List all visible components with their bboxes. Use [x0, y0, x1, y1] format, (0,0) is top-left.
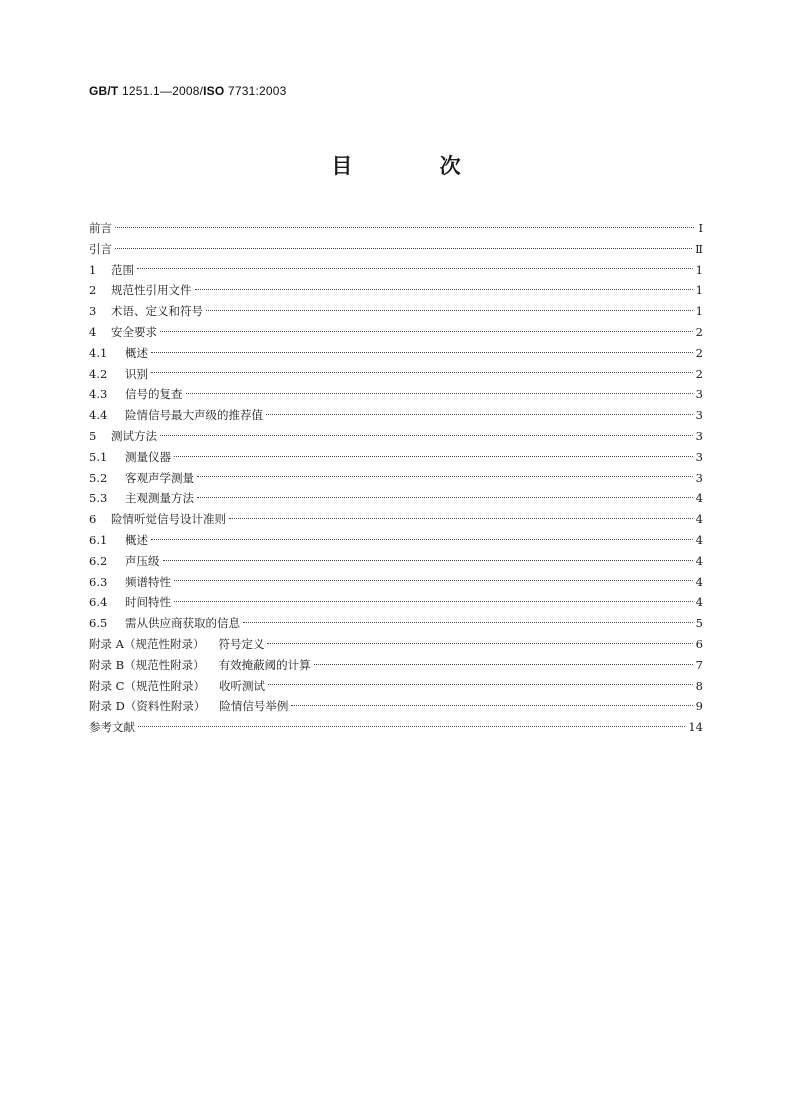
- dot-leader: [195, 289, 693, 290]
- dot-leader: [197, 497, 693, 498]
- toc-entry-page: 3: [695, 408, 703, 423]
- toc-entry-number: 4.4: [89, 408, 108, 423]
- toc-entry-page: Ⅰ: [698, 221, 703, 235]
- toc-entry[interactable]: [89, 634, 703, 655]
- dot-leader: [206, 310, 693, 311]
- toc-entry-page: 9: [695, 699, 703, 714]
- dot-leader: [291, 705, 692, 706]
- toc-entry-number: 5.2: [89, 470, 108, 485]
- toc-entry-label: 参考文献: [89, 720, 135, 735]
- iso-prefix: ISO: [203, 84, 225, 98]
- dot-leader: [268, 684, 693, 685]
- toc-entry[interactable]: [89, 551, 703, 572]
- toc-entry-label: 客观声学测量: [125, 470, 194, 485]
- toc-entry-number: 6: [89, 512, 97, 527]
- toc-entry-page: 14: [688, 720, 703, 735]
- dot-leader: [197, 476, 693, 477]
- dot-leader: [163, 560, 693, 561]
- toc-entry[interactable]: [89, 676, 703, 697]
- toc-entry-label: 引言: [89, 241, 112, 256]
- dot-leader: [174, 601, 693, 602]
- toc-entry-label: 信号的复查: [125, 387, 183, 402]
- toc-entry-label: 收听测试: [218, 678, 265, 693]
- toc-entry-number: 6.2: [89, 553, 108, 568]
- toc-entry[interactable]: [89, 468, 703, 489]
- standard-number: 1251.1—2008/: [118, 84, 204, 98]
- dot-leader: [314, 664, 693, 665]
- toc-entry-number: 6.5: [89, 616, 108, 631]
- toc-entry[interactable]: [89, 696, 703, 717]
- toc-entry-page: 6: [695, 636, 703, 651]
- toc-entry-page: 7: [695, 657, 703, 672]
- toc-entry[interactable]: [89, 572, 703, 593]
- toc-entry-page: 4: [695, 512, 703, 527]
- toc-entry[interactable]: [89, 384, 703, 405]
- toc-entry-page: 5: [695, 616, 703, 631]
- toc-entry-page: 4: [695, 595, 703, 610]
- toc-entry-page: 3: [695, 428, 703, 443]
- toc-entry[interactable]: [89, 301, 703, 322]
- toc-entry-page: 4: [695, 553, 703, 568]
- toc-entry-number: 附录 B（规范性附录）: [89, 657, 205, 672]
- dot-leader: [115, 227, 694, 228]
- toc-entry-page: 2: [695, 366, 703, 381]
- toc-entry[interactable]: [89, 613, 703, 634]
- toc-entry-label: 测试方法: [111, 428, 157, 443]
- dot-leader: [174, 456, 693, 457]
- toc-entry-label: 范围: [111, 262, 134, 277]
- dot-leader: [151, 352, 693, 353]
- toc-entry-label: 需从供应商获取的信息: [125, 616, 240, 631]
- toc-entry[interactable]: [89, 426, 703, 447]
- toc-entry[interactable]: [89, 447, 703, 468]
- toc-entry[interactable]: [89, 322, 703, 343]
- toc-entry-number: 5: [89, 428, 97, 443]
- toc-entry-number: 4.3: [89, 387, 108, 402]
- toc-entry-label: 频谱特性: [125, 574, 171, 589]
- toc-entry-label: 符号定义: [218, 636, 265, 651]
- toc-entry-label: 安全要求: [111, 324, 157, 339]
- toc-entry-label: 声压级: [125, 553, 160, 568]
- toc-entry-number: 附录 D（资料性附录）: [89, 699, 206, 714]
- toc-entry-page: 4: [695, 491, 703, 506]
- toc-entry-number: 4.2: [89, 366, 108, 381]
- toc-entry-number: 5.3: [89, 491, 108, 506]
- dot-leader: [151, 539, 693, 540]
- toc-entry[interactable]: [89, 239, 703, 260]
- toc-entry-label: 险情信号举例: [219, 699, 289, 714]
- toc-entry[interactable]: [89, 218, 703, 239]
- page-title: 目 次: [331, 154, 501, 178]
- toc-entry[interactable]: [89, 364, 703, 385]
- toc-entry-page: 2: [695, 345, 703, 360]
- toc-entry-number: 3: [89, 304, 97, 319]
- toc-entry-page: 1: [695, 283, 703, 298]
- iso-number: 7731:2003: [224, 84, 287, 98]
- toc-entry[interactable]: [89, 488, 703, 509]
- toc-entry-number: 1: [89, 262, 97, 277]
- toc-entry-number: 6.4: [89, 595, 108, 610]
- dot-leader: [186, 393, 693, 394]
- dot-leader: [115, 248, 692, 249]
- toc-entry[interactable]: [89, 530, 703, 551]
- toc-entry[interactable]: [89, 592, 703, 613]
- toc-entry-number: 6.3: [89, 574, 108, 589]
- toc-entry-label: 测量仪器: [125, 449, 171, 464]
- toc-entry-number: 附录 A（规范性附录）: [89, 636, 205, 651]
- toc-entry-page: 3: [695, 470, 703, 485]
- toc-entry-number: 4: [89, 324, 97, 339]
- standard-code-header: [89, 84, 286, 98]
- table-of-contents: [89, 218, 703, 738]
- toc-entry-page: Ⅱ: [695, 241, 703, 256]
- toc-entry[interactable]: [89, 509, 703, 530]
- toc-entry[interactable]: [89, 260, 703, 281]
- toc-entry-label: 规范性引用文件: [111, 283, 192, 298]
- toc-entry-label: 险情听觉信号设计准则: [111, 512, 226, 527]
- toc-entry-label: 时间特性: [125, 595, 171, 610]
- dot-leader: [266, 414, 693, 415]
- toc-entry-number: 6.1: [89, 532, 108, 547]
- toc-entry[interactable]: [89, 717, 703, 738]
- dot-leader: [229, 518, 693, 519]
- toc-entry-label: 识别: [125, 366, 148, 381]
- toc-entry-page: 8: [695, 678, 703, 693]
- toc-entry-page: 3: [695, 387, 703, 402]
- toc-entry-page: 1: [695, 262, 703, 277]
- toc-entry-label: 概述: [125, 345, 148, 360]
- toc-entry-label: 有效掩蔽阈的计算: [218, 657, 311, 672]
- toc-entry-number: 2: [89, 283, 97, 298]
- toc-entry-number: 4.1: [89, 345, 108, 360]
- toc-entry[interactable]: [89, 280, 703, 301]
- toc-entry-number: 5.1: [89, 449, 108, 464]
- dot-leader: [138, 726, 685, 727]
- toc-entry-page: 1: [695, 304, 703, 319]
- toc-entry-label: 主观测量方法: [125, 491, 194, 506]
- dot-leader: [151, 372, 693, 373]
- dot-leader: [174, 580, 693, 581]
- dot-leader: [160, 435, 693, 436]
- toc-entry-label: 险情信号最大声级的推荐值: [125, 408, 263, 423]
- dot-leader: [267, 643, 692, 644]
- toc-entry-page: 2: [695, 324, 703, 339]
- toc-entry[interactable]: [89, 343, 703, 364]
- dot-leader: [243, 622, 693, 623]
- toc-entry-page: 4: [695, 532, 703, 547]
- toc-entry-label: 前言: [89, 221, 112, 235]
- toc-entry-page: 3: [695, 449, 703, 464]
- toc-entry-number: 附录 C（规范性附录）: [89, 678, 205, 693]
- standard-prefix: GB/T: [89, 84, 119, 98]
- toc-entry-label: 术语、定义和符号: [111, 304, 203, 319]
- toc-entry-label: 概述: [125, 532, 148, 547]
- dot-leader: [160, 331, 693, 332]
- dot-leader: [137, 268, 693, 269]
- toc-entry[interactable]: [89, 405, 703, 426]
- toc-entry-page: 4: [695, 574, 703, 589]
- toc-entry[interactable]: [89, 655, 703, 676]
